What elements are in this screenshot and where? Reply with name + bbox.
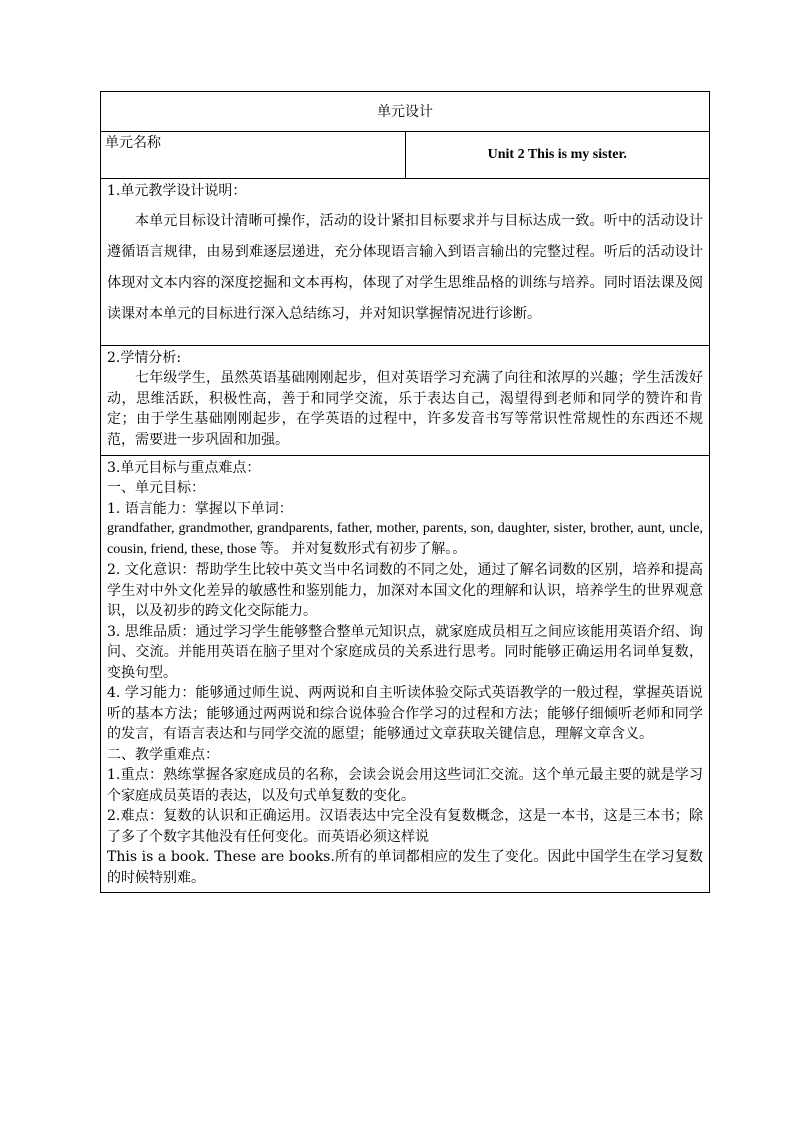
table-title: 单元设计 <box>101 92 710 132</box>
section-2-heading: 2.学情分析: <box>107 350 182 366</box>
section-3-cell <box>101 456 710 893</box>
section-1-row <box>101 179 710 346</box>
section-3-row <box>101 456 710 893</box>
unit-design-table <box>100 91 710 893</box>
unit-name-row <box>101 132 710 179</box>
section-3-heading: 3.单元目标与重点难点： <box>107 460 261 476</box>
goal-1-heading: 1. 语言能力：掌握以下单词： <box>107 500 293 517</box>
goal-2-culture: 2. 文化意识：帮助学生比较中英文当中名词数的不同之处，通过了解名词数的区别，培养和提高学生对中外文化差异的敏感性和鉴别能力，加深对本国文化的理解和认识，培养学生的世界观意识，以及初步的跨文化交际能力。 <box>107 562 703 619</box>
title-row <box>101 92 710 132</box>
key-point-1: 1.重点：熟练掌握各家庭成员的名称，会读会说会用这些词汇交流。这个单元最主要的就是学习个家庭成员英语的表达，以及句式单复数的变化。 <box>107 767 703 804</box>
key-points-heading: 二、教学重难点： <box>107 746 219 763</box>
section-1-cell <box>101 179 710 346</box>
section-1-body: 本单元目标设计清晰可操作，活动的设计紧扣目标要求并与目标达成一致。听中的活动设计遵循语言规律，由易到难逐层递进，充分体现语言输入到语言输出的完整过程。听后的活动设计体现对文本内容的深度挖掘和文本再构，体现了对学生思维品格的训练与培养。同时语法课及阅读课对本单元的目标进行深入总结练习，并对知识掌握情况进行诊断。 <box>107 213 703 322</box>
section-2-body: 七年级学生，虽然英语基础刚刚起步，但对英语学习充满了向往和浓厚的兴趣；学生活泼好动，思维活跃，积极性高，善于和同学交流，乐于表达自己，渴望得到老师和同学的赞许和肯定；由于学生基础刚刚起步，在学英语的过程中，许多发音书写等常识性常规性的东西还不规范，需要进一步巩固和加强。 <box>107 370 703 448</box>
section-2-row <box>101 346 710 456</box>
unit-name-label: 单元名称 <box>101 132 406 179</box>
goals-heading: 一、单元目标： <box>107 480 205 496</box>
key-point-2: 2.难点：复数的认识和正确运用。汉语表达中完全没有复数概念，这是一本书，这是三本书；除了多了个数字其他没有任何变化。而英语必须这样说 <box>107 808 703 845</box>
key-point-2-continued: This is a book. These are books.所有的单词都相应的发生了变化。因此中国学生在学习复数的时候特别难。 <box>107 849 703 886</box>
goal-3-thinking: 3. 思维品质：通过学习学生能够整合整单元知识点，就家庭成员相互之间应该能用英语介绍、询问、交流。并能用英语在脑子里对个家庭成员的关系进行思考。同时能够正确运用名词单复数，变换句型。 <box>107 623 703 681</box>
section-1-heading: 1.单元教学设计说明： <box>107 183 247 199</box>
goal-4-learning: 4. 学习能力：能够通过师生说、两两说和自主听读体验交际式英语教学的一般过程，掌握英语说听的基本方法；能够通过两两说和综合说体验合作学习的过程和方法；能够仔细倾听老师和同学的发言，有语言表达和与同学交流的愿望；能够通过文章获取关键信息，理解文章含义。 <box>107 685 703 742</box>
unit-name-value: Unit 2 This is my sister. <box>405 132 710 179</box>
section-2-cell <box>101 346 710 456</box>
goal-1-word-list: grandfather, grandmother, grandparents, father, mother, parents, son, daughter, sister, brother, aunt, uncle, cousin, friend, these, those 等。 并对复数形式有初步了解。。 <box>107 521 703 557</box>
